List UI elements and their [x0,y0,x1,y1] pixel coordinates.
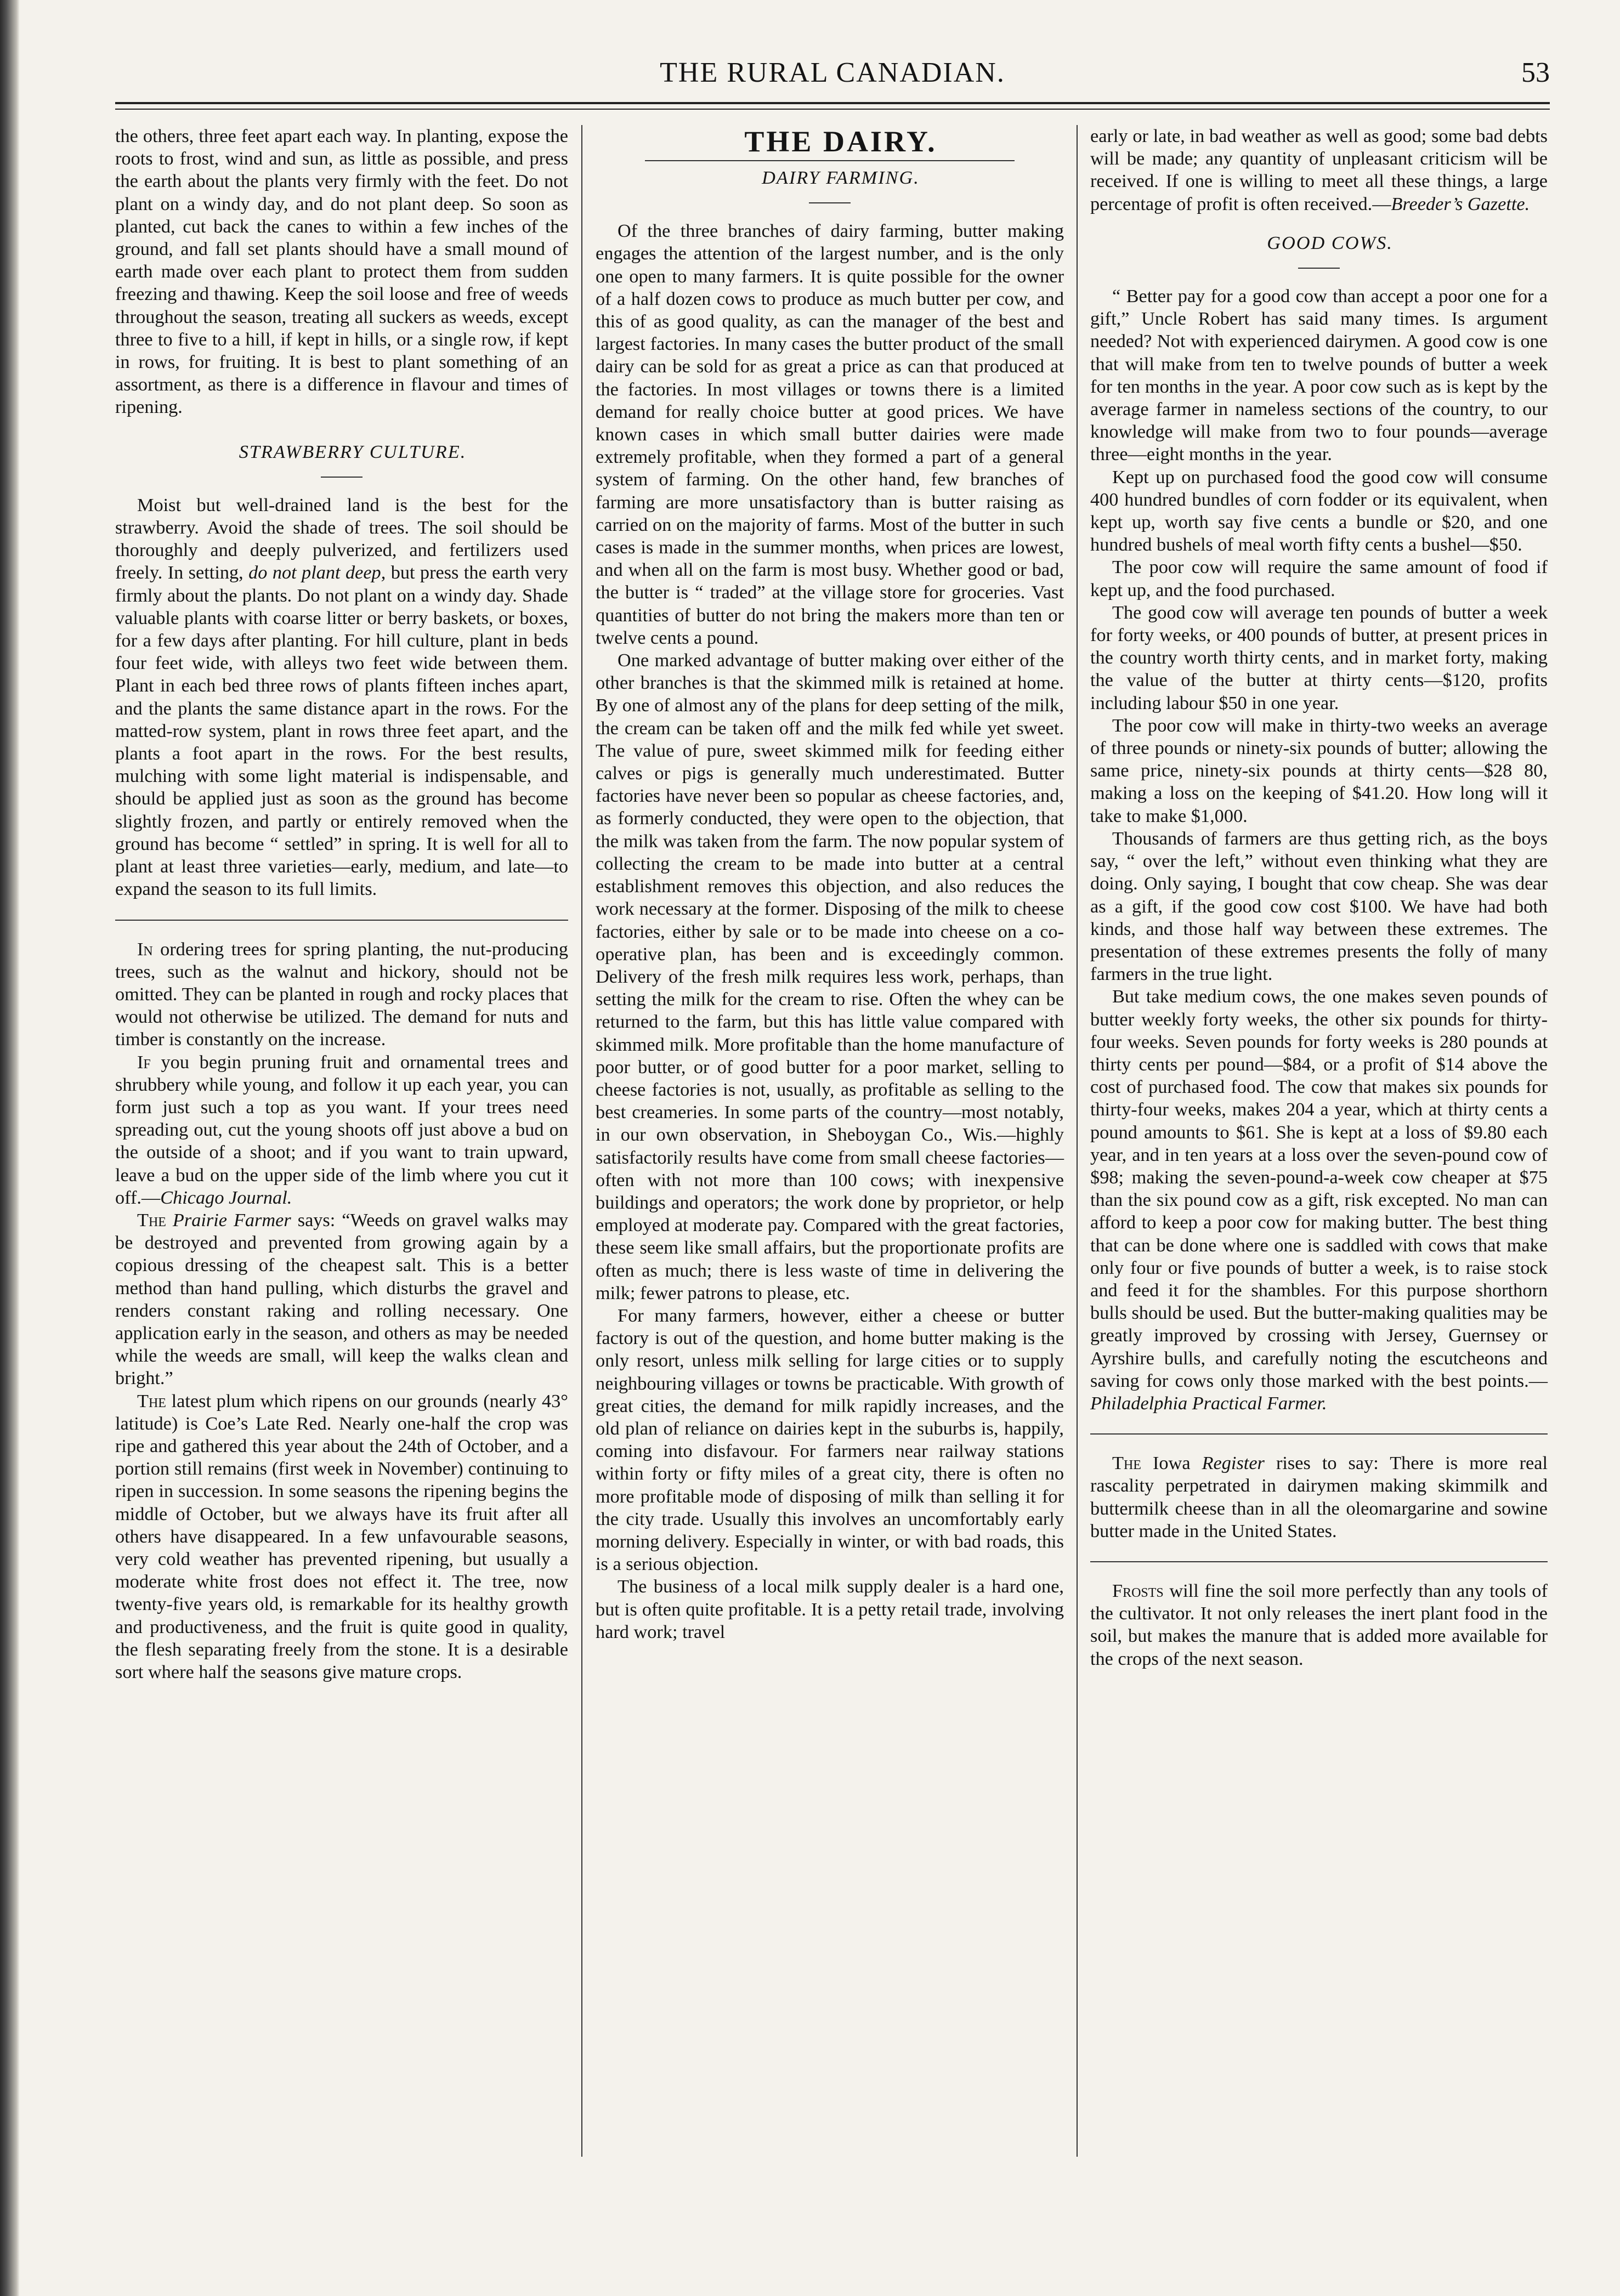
header-rule-thick [115,102,1550,104]
separator [1090,1561,1548,1562]
page-number: 53 [1521,57,1550,88]
strawberry-article: Moist but well-drained land is the best for the strawberry. Avoid the shade of trees. The soil should be thoroughly and deeply pulverized, and fertilizers used freely. In setting, do not plant deep, but press the earth very firmly about the plants. Do not plant on a windy day. Shade valuable plants with coarse litter or berry baskets, or boxes, for a few days after planting. For hill culture, plant in beds four feet wide, with alleys two feet wide between them. Plant in each bed three rows of plants fifteen inches apart, and the plants the same distance apart in the rows. For the matted-row system, plant in rows three feet apart, and the plants a foot apart in the rows. For the best results, mulching with some light material is indispensable, and should be applied just as soon as the ground has become slightly frozen, and partly or entirely removed when the ground has become “ settled” in spring. It is well for all to plant at least three varieties—early, medium, and late—to expand the season to its full limits. [115,494,568,900]
nut-trees-article: In ordering trees for spring planting, the nut-producing trees, such as the walnut and hickory, should not be omitted. They can be planted in rough and rocky places that would not otherwise be utilized. The demand for nuts and timber is constantly on the increase. [115,938,568,1050]
section-rule [645,160,1015,161]
gravel-walks-article: The Prairie Farmer says: “Weeds on gravel walks may be destroyed and prevented from growing again by a copious dressing of the cheapest salt. This is a better method than hand pulling, which disturbs the gravel and renders constant raking and rolling necessary. One application early in the season, and others as may be needed while the weeds are small, will keep the walks clean and bright.” [115,1209,568,1389]
dairy-continued: early or late, in bad weather as well as good; some bad debts will be made; any quantity of unpleasant criticism will be received. If one is willing to meet all these things, a large percentage of profit is often received.—Breeder’s Gazette. [1090,126,1548,214]
good-cows-paragraph: But take medium cows, the one makes seven pounds of butter weekly forty weeks, the other six pounds for thirty-four weeks. Seven pounds for forty weeks is 280 pounds at thirty cents per pound—$84, or a profit of $14 above the cost of purchased food. The cow that makes six pounds for thirty-four weeks, makes 204 a year, which at thirty cents a pound amounts to $61. She is kept at a loss of $9.80 each year, and in ten years at a loss over the seven-pound cow of $98; making the seven-pound-a-week cow cheaper at $75 than the six pound cow as a gift, risk excepted. No man can afford to keep a poor cow for making butter. The best thing that can be done where one is saddled with cows that make only four or five pounds of butter a week, is to raise stock and feed it for the shambles. For this purpose shorthorn bulls should be used. But the butter-making qualities may be greatly improved by crossing with Jersey, Guernsey or Ayrshire bulls, and carefully noting the escutcheons and saving for cows only those marked with the best points.—Philadelphia Practical Farmer. [1090,986,1548,1414]
header-rule-thin [115,109,1550,110]
raspberry-continued: the others, three feet apart each way. In planting, expose the roots to frost, wind and sun, as little as possible, and press the earth about the plants very firmly with the feet. Do not plant on a windy day, and do not plant deep. So soon as planted, cut back the canes to within a few inches of the ground, and fall set plants should have a small mound of earth made over each plant to protect them from sudden freezing and thawing. Keep the soil loose and free of weeds throughout the season, treating all suckers as weeds, except three to five to a hill, if kept in hills, or a single row, if kept in rows, for fruiting. It is best to plant something of an assortment, as there is a difference in flavour and times of ripening. [115,126,568,418]
separator [1090,1433,1548,1435]
section-title: THE DAIRY. [744,125,937,158]
iowa-register-article: The Iowa Register rises to say: There is more real rascality perpetrated in dairymen making skimmilk and buttermilk cheese than in all the oleomargarine and sowine butter made in the United States. [1090,1453,1548,1541]
pruning-article: If you begin pruning fruit and ornamental trees and shrubbery while young, and follow it up each year, you can form just such a top as you want. If your trees need spreading out, cut the young shoots off just above a bud on the outside of a shoot; and if you want to train upward, leave a bud on the upper side of the limb where you cut it off.—Chicago Journal. [115,1051,569,1208]
dairy-paragraph: For many farmers, however, either a cheese or butter factory is out of the question, and home butter making is the only resort, unless milk selling for large cities or to supply neighbouring villages or towns be practicable. With growth of great cities, the demand for milk rapidly increases, and the old plan of reliance on dairies kept in the suburbs is, happily, coming into disfavour. For farmers near railway stations within forty or fifty miles of a great city, there is often no more profitable mode of disposing of milk than selling it for the city trade. Usually this involves an uncomfortably early morning delivery. Especially in winter, or with bad roads, this is a serious objection. [596,1305,1064,1575]
column-1 [115,125,568,1683]
separator [321,477,362,478]
good-cows-paragraph: Thousands of farmers are thus getting rich, as the boys say, “ over the left,” without even thinking what they are doing. Only saying, I bought that cow cheap. She was dear as a gift, if the good cow cost $100. We have had both kinds, and those half way between these extremes. The presentation of these extremes presents the folly of many farmers in the true light. [1090,827,1548,985]
column-3 [1090,125,1548,1670]
separator [809,202,851,203]
good-cows-paragraph: “ Better pay for a good cow than accept a poor one for a gift,” Uncle Robert has said many times. Is argument needed? Not with experienced dairymen. A good cow is one that will make from ten to twelve pounds of butter a week for ten months in the year. A poor cow such as is kept by the average farmer in nameless sections of the country, to our knowledge will make from two to four pounds—average three—eight months in the year. [1090,286,1548,465]
good-cows-paragraph: The poor cow will make in thirty-two weeks an average of three pounds or ninety-six pounds of butter; allowing the same price, ninety-six pounds at thirty cents—$28 80, making a loss on the keeping of $41.20. How long will it take to make $1,000. [1090,715,1548,826]
separator [115,920,568,921]
dairy-farming-heading: DAIRY FARMING. [762,167,920,188]
column-2 [596,125,1064,1643]
good-cows-paragraph: The poor cow will require the same amount of food if kept up, and the food purchased. [1090,557,1548,600]
plum-article: The latest plum which ripens on our grounds (nearly 43° latitude) is Coe’s Late Red. Nearly one-half the crop was ripe and gathered this year about the 24th of October, and a portion still remains (first week in November) continuing to ripen in succession. In some seasons the ripening begins the middle of October, but we always have its fruit after all others have disappeared. In a few unfavourable seasons, very cold weather has prevented ripening, but usually a moderate white frost does not effect it. The tree, now twenty-five years old, is remarkable for its healthy growth and productiveness, and the fruit is quite good in quality, the flesh separating freely from the stone. It is a desirable sort where half the seasons give mature crops. [115,1390,568,1682]
binding-edge [0,0,20,2296]
good-cows-paragraph: Kept up on purchased food the good cow will consume 400 hundred bundles of corn fodder or its equivalent, when kept up, worth say five cents a bundle or $20, and one hundred bushels of meal worth fifty cents a bushel—$50. [1090,466,1548,555]
separator [1298,268,1340,269]
column-divider [581,125,582,2157]
strawberry-heading: STRAWBERRY CULTURE. [239,441,467,462]
column-divider [1077,125,1078,2157]
dairy-paragraph: One marked advantage of butter making over either of the other branches is that the skimmed milk is retained at home. By one of almost any of the plans for deep setting of the milk, the cream can be taken off and the milk fed while yet sweet. The value of pure, sweet skimmed milk for feeding either calves or pigs is generally much underestimated. Butter factories have never been so popular as cheese factories, and, as formerly conducted, they were open to the objection, that the milk was taken from the farm. The now popular system of collecting the cream to be made into butter at a central establishment removes this objection, and also reduces the work necessary at the former. Disposing of the milk to cheese factories, either by sale or to be made into cheese on a co-operative plan, has been and is exceedingly common. Delivery of the fresh milk requires less work, perhaps, than setting the milk for the cream to rise. Often the whey can be returned to the farm, but this has little value compared with skimmed milk. More profitable than the home manufacture of poor butter, or of good butter for a poor market, selling to cheese factories is not, usually, as profitable as selling to the best creameries. In some parts of the country—most notably, in our own observation, in Sheboygan Co., Wis.—highly satisfactorily results have come from small cheese factories—often with not more than 100 cows; with inexpensive buildings and operators; the work done by proprietor, or help employed at moderate pay. Compared with the great factories, these seem like small affairs, but the proportionate profits are often as much; there is less waste of time in delivering the milk; fewer patrons to please, etc. [596,650,1064,1303]
good-cows-heading: GOOD COWS. [1267,232,1393,253]
dairy-paragraph: The business of a local milk supply dealer is a hard one, but is often quite profitable. It is a petty retail trade, involving hard work; travel [596,1576,1064,1642]
frosts-article: Frosts will fine the soil more perfectly than any tools of the cultivator. It not only releases the inert plant food in the soil, but makes the manure that is added more available for the crops of the next season. [1090,1580,1548,1669]
masthead: THE RURAL CANADIAN. [660,57,1005,88]
good-cows-paragraph: The good cow will average ten pounds of butter a week for forty weeks, or 400 pounds of butter, at present prices in the country worth thirty cents, and in market forty, making the value of the butter at thirty cents—$120, profits including labour $50 in one year. [1090,602,1548,713]
page-header [115,54,1550,103]
dairy-paragraph: Of the three branches of dairy farming, butter making engages the attention of the largest number, and is the only one open to many farmers. It is quite possible for the owner of a half dozen cows to produce as much butter per cow, and this of as good quality, as can the manager of the best and largest factories. In many cases the butter product of the small dairy can be sold for as great a price as can that produced at the factories. In most villages or towns there is a limited demand for really choice butter at good prices. We have known cases in which small butter dairies were made extremely profitable, when they formed a part of a general system of farming. On the other hand, few branches of farming are more unsatisfactory than is butter raising as carried on on the majority of farms. Most of the butter in such cases is made in the summer months, when prices are lowest, and when all on the farm is most busy. Whether good or bad, the butter is “ traded” at the village store for groceries. Vast quantities of butter do not bring the makers more than ten or twelve cents a pound. [596,220,1064,648]
